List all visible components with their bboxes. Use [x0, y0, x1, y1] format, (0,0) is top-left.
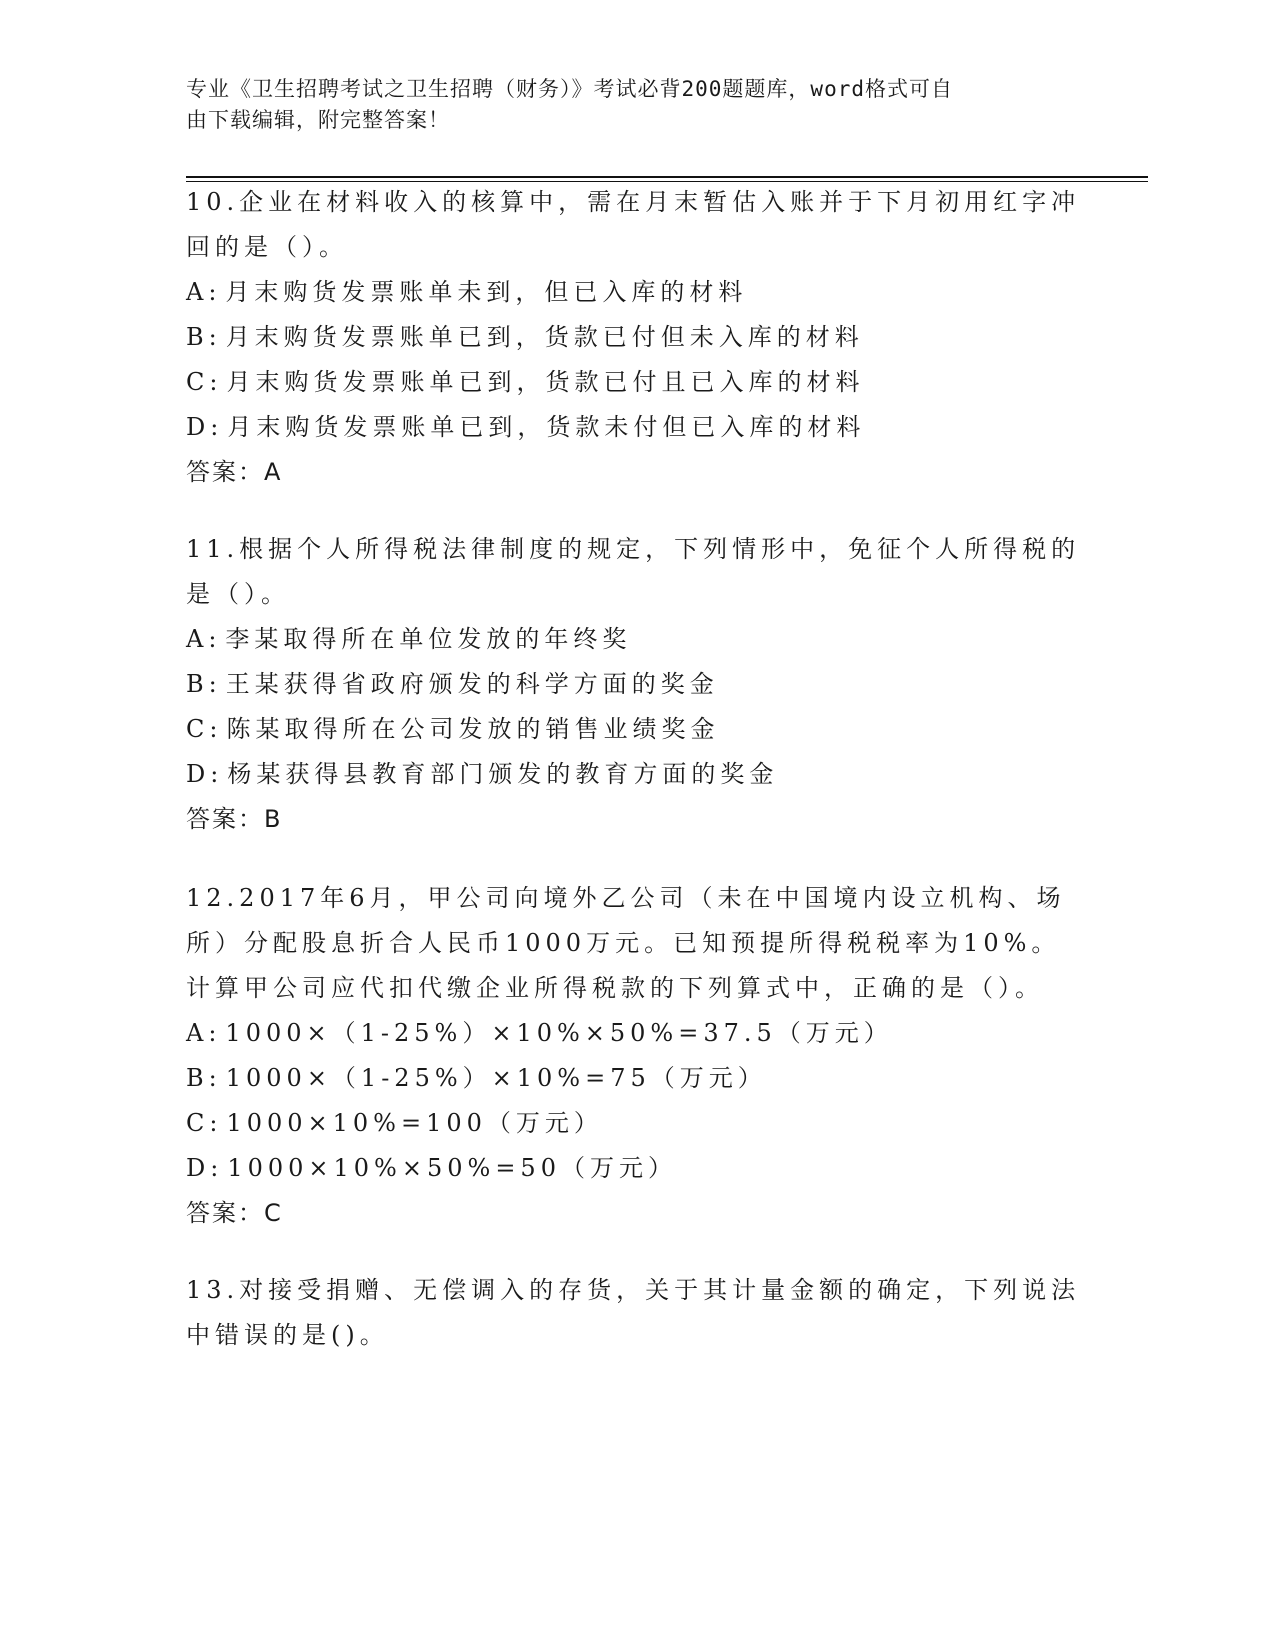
option-b [186, 1056, 1086, 1101]
answer-text: 答案：C [186, 1199, 283, 1227]
option-letter: B: [186, 323, 222, 351]
document-header [186, 74, 1066, 136]
question-10 [186, 180, 1086, 495]
option-c [186, 360, 1086, 405]
question-stem: 10.企业在材料收入的核算中，需在月末暂估入账并于下月初用红字冲回的是（）。 [186, 188, 1081, 261]
header-line-2: 由下载编辑，附完整答案！ [186, 108, 450, 132]
question-12 [186, 876, 1086, 1236]
option-a [186, 617, 1086, 662]
option-letter: B: [186, 670, 222, 698]
option-text: 1000×（1-25%）×10%=75（万元） [225, 1064, 767, 1092]
option-b [186, 662, 1086, 707]
option-text: 陈某取得所在公司发放的销售业绩奖金 [226, 715, 720, 743]
option-letter: A: [186, 1019, 222, 1047]
option-b [186, 315, 1086, 360]
option-text: 月末购货发票账单已到，货款已付但未入库的材料 [225, 323, 864, 351]
option-letter: A: [186, 278, 222, 306]
option-letter: C: [186, 715, 223, 743]
option-d [186, 752, 1086, 797]
option-text: 1000×10%=100（万元） [226, 1109, 603, 1137]
option-letter: D: [186, 760, 224, 788]
header-line-1: 专业《卫生招聘考试之卫生招聘（财务）》考试必背200题题库，word格式可自 [186, 77, 953, 101]
question-stem: 11.根据个人所得税法律制度的规定，下列情形中，免征个人所得税的是（）。 [186, 535, 1081, 608]
option-letter: D: [186, 1154, 224, 1182]
option-c [186, 1101, 1086, 1146]
option-letter: C: [186, 368, 223, 396]
option-text: 1000×（1-25%）×10%×50%=37.5（万元） [225, 1019, 893, 1047]
option-text: 月末购货发票账单已到，货款未付但已入库的材料 [227, 413, 866, 441]
option-text: 杨某获得县教育部门颁发的教育方面的奖金 [227, 760, 779, 788]
option-text: 月末购货发票账单未到，但已入库的材料 [225, 278, 748, 306]
option-text: 王某获得省政府颁发的科学方面的奖金 [225, 670, 719, 698]
question-13 [186, 1268, 1086, 1358]
question-11 [186, 527, 1086, 842]
option-c [186, 707, 1086, 752]
header-rule-thick [186, 176, 1148, 178]
option-a [186, 1011, 1086, 1056]
option-text: 李某取得所在单位发放的年终奖 [225, 625, 632, 653]
question-stem: 13.对接受捐赠、无偿调入的存货，关于其计量金额的确定，下列说法中错误的是()。 [186, 1276, 1081, 1349]
answer-text: 答案：A [186, 458, 283, 486]
option-text: 1000×10%×50%=50（万元） [227, 1154, 677, 1182]
option-d [186, 1146, 1086, 1191]
option-letter: D: [186, 413, 224, 441]
question-stem: 12.2017年6月，甲公司向境外乙公司（未在中国境内设立机构、场所）分配股息折合人民币1000万元。已知预提所得税税率为10%。计算甲公司应代扣代缴企业所得税款的下列算式中，正确的是（）。 [186, 884, 1066, 1002]
option-letter: A: [186, 625, 222, 653]
option-text: 月末购货发票账单已到，货款已付且已入库的材料 [226, 368, 865, 396]
option-letter: B: [186, 1064, 222, 1092]
option-a [186, 270, 1086, 315]
option-d [186, 405, 1086, 450]
option-letter: C: [186, 1109, 223, 1137]
answer-text: 答案：B [186, 805, 283, 833]
